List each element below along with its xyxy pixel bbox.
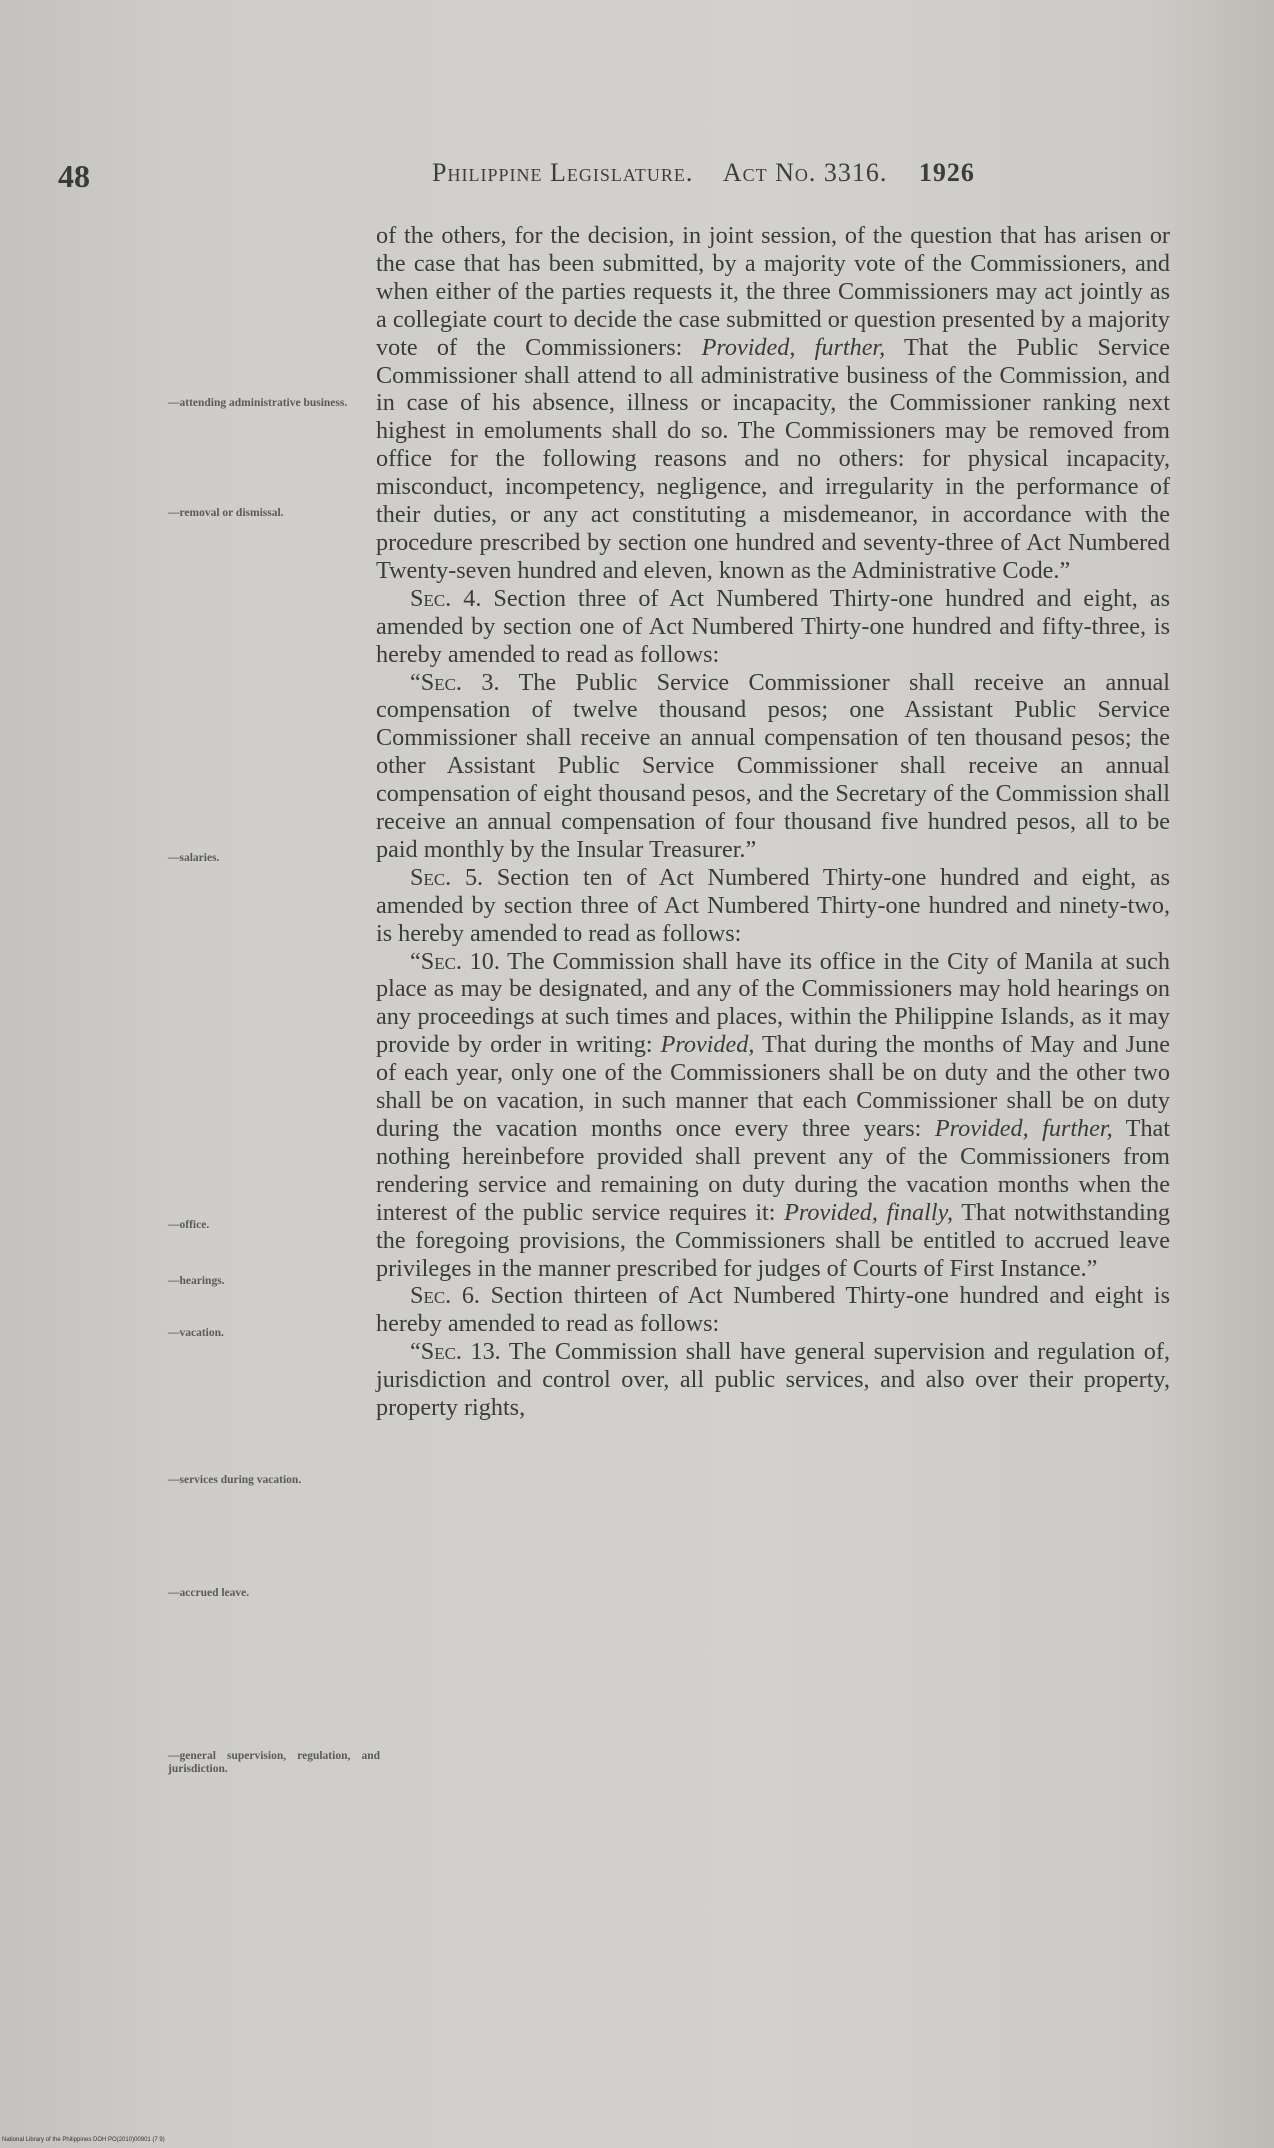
paragraph: Sec. 6. Section thirteen of Act Numbered Thirty-one hundred and eight is hereby amended to read as follows: (376, 1282, 1170, 1338)
margin-note: —attending administrative business. (168, 397, 348, 409)
margin-note: —general supervision, regulation, and jurisdiction. (168, 1750, 380, 1775)
margin-note: —office. (168, 1219, 210, 1231)
paragraph: “Sec. 13. The Commission shall have general supervision and regulation of, jurisdiction and control over, all public services, and also over their property, property rights, (376, 1338, 1170, 1422)
scan-footer: National Library of the Philippines DOH PO(2010)00901 (7 9) (2, 2137, 165, 2143)
page-number: 48 (58, 158, 90, 194)
margin-note: —accrued leave. (168, 1587, 250, 1599)
paragraph: Sec. 4. Section three of Act Numbered Thirty-one hundred and eight, as amended by section one of Act Numbered Thirty-one hundred and fifty-three, is hereby amended to read as follows: (376, 584, 1170, 668)
running-title: Philippine Legislature. (432, 158, 694, 187)
paragraph: “Sec. 3. The Public Service Commissioner shall receive an annual compensation of twelve thousand pesos; one Assistant Public Service Commissioner shall receive an annual compensation of ten thousand pesos; the other Assistant Public Service Commissioner shall receive an annual compensation of eight thousand pesos, and the Secretary of the Commission shall receive an annual compensation of four thousand five hundred pesos, all to be paid monthly by the Insular Treasurer.” (376, 668, 1170, 863)
margin-note: —services during vacation. (168, 1474, 302, 1486)
act-label: Act No. 3316. (722, 158, 888, 187)
body-text (376, 222, 1170, 1422)
running-head (432, 158, 975, 188)
paragraph: of the others, for the decision, in joint session, of the question that has arisen or the case that has been submitted, by a majority vote of the Commissioners, and when either of the parties requests it, the three Commissioners may act jointly as a collegiate court to decide the case submitted or question presented by a majority vote of the Commissioners: Provided, further, That the Public Service Commissioner shall attend to all administrative business of the Commission, and in case of his absence, illness or incapacity, the Commissioner ranking next highest in emoluments shall do so. The Commissioners may be removed from office for the following reasons and no others: for physical incapacity, misconduct, incompetency, negligence, and irregularity in the performance of their duties, or any act constituting a misdemeanor, in accordance with the procedure prescribed by section one hundred and seventy-three of Act Numbered Twenty-seven hundred and eleven, known as the Administrative Code.” (376, 222, 1171, 584)
margin-note: —salaries. (168, 852, 220, 864)
margin-note: —hearings. (168, 1275, 225, 1287)
running-year: 1926 (918, 158, 975, 187)
margin-note: —vacation. (168, 1327, 224, 1339)
paragraph: “Sec. 10. The Commission shall have its office in the City of Manila at such place as may be designated, and any of the Commissioners may hold hearings on any proceedings at such times and places, within the Philippine Islands, as it may provide by order in writing: Provided, That during the months of May and June of each year, only one of the Commissioners shall be on duty and the other two shall be on vacation, in such manner that each Commissioner shall be on duty during the vacation months once every three years: Provided, further, That nothing hereinbefore provided shall prevent any of the Commissioners from rendering service and remaining on duty during the vacation months when the interest of the public service requires it: Provided, finally, That notwithstanding the foregoing provisions, the Commissioners shall be entitled to accrued leave privileges in the manner prescribed for judges of Courts of First Instance.” (376, 947, 1171, 1282)
paragraph: Sec. 5. Section ten of Act Numbered Thirty-one hundred and eight, as amended by section three of Act Numbered Thirty-one hundred and ninety-two, is hereby amended to read as follows: (376, 863, 1170, 947)
margin-note: —removal or dismissal. (168, 507, 284, 519)
